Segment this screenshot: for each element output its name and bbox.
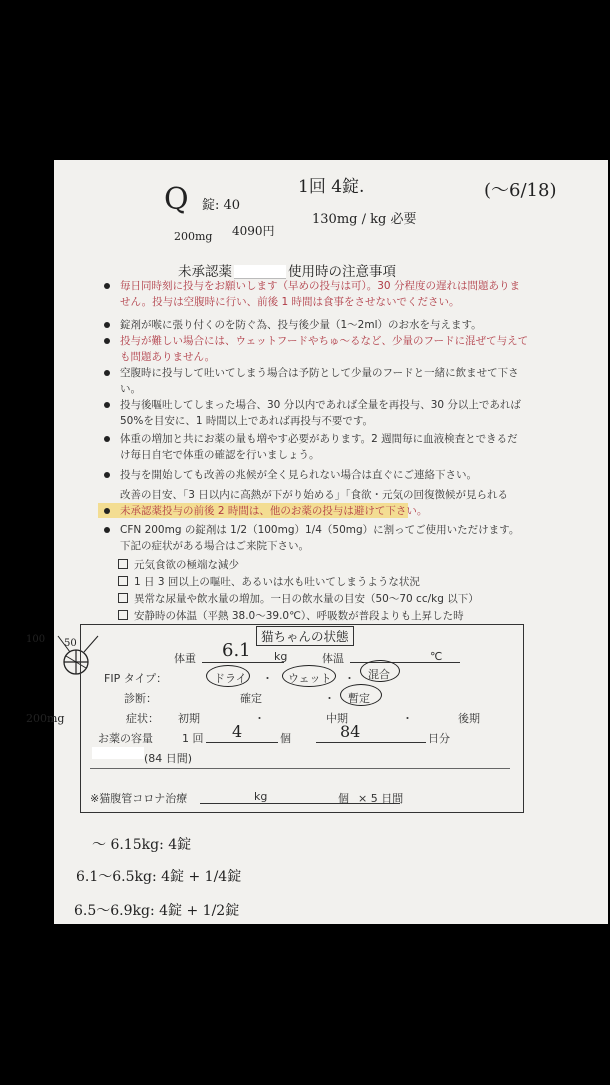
handwritten-date-range: (〜6/18) xyxy=(484,180,557,201)
temp-label: 体温 xyxy=(322,652,344,665)
symptom-item: 元気食欲の極端な減少 xyxy=(134,559,239,571)
count-unit: 個 xyxy=(280,732,291,745)
checkbox-icon xyxy=(118,559,128,569)
fip-sep-1: ・ xyxy=(262,672,273,685)
fip-option-dry: ドライ xyxy=(214,672,247,685)
bullet-mark xyxy=(104,322,110,328)
footer-kg: kg xyxy=(254,790,268,803)
stage-late: 後期 xyxy=(458,712,480,725)
diagram-label-50: 50 xyxy=(64,638,77,649)
diagnosis-sep: ・ xyxy=(324,692,335,705)
instruction-line: 体重の増加と共にお薬の量も増やす必要があります。2 週間毎に血液検査とできるだ xyxy=(120,433,518,445)
instruction-line: 下記の症状がある場合はご来院下さい。 xyxy=(120,540,309,552)
divider-line xyxy=(90,768,510,769)
fip-option-wet: ウェット xyxy=(288,672,332,685)
footer-treatment-label: ※猫腹管コロナ治療 xyxy=(90,792,188,805)
quantity-underline xyxy=(206,742,278,743)
instruction-line: 空腹時に投与して吐いてしまう場合は予防として少量のフードと一緒に飲ませて下さ xyxy=(120,367,519,379)
circled-mixed-mark xyxy=(360,660,400,682)
handwritten-dose: 200mg xyxy=(174,230,213,243)
symptom-item: 異常な尿量や飲水量の増加。一日の飲水量の目安（50〜70 cc/kg 以下） xyxy=(134,593,479,605)
instruction-line: 毎日同時刻に投与をお願いします（早めの投与は可）。30 分程度の遅れは問題ありま xyxy=(120,280,520,292)
bullet-mark xyxy=(104,436,110,442)
per-dose-label: 1 回 xyxy=(182,732,204,745)
bullet-mark xyxy=(104,472,110,478)
instruction-line: 50%を目安に、1 時間以上であれば再投与不要です。 xyxy=(120,415,374,427)
status-title: 猫ちゃんの状態 xyxy=(256,626,354,646)
diagnosis-label: 診断： xyxy=(124,692,157,705)
symptom-item: 安静時の体温（平熱 38.0〜39.0℃）、呼吸数が普段よりも上昇した時 xyxy=(134,610,464,622)
circled-dry-mark xyxy=(206,665,250,687)
stage-sep-1: ・ xyxy=(254,712,265,725)
stage-early: 初期 xyxy=(178,712,200,725)
handwritten-one-dose: 1回 4錠. xyxy=(298,177,365,197)
days-unit: 日分 xyxy=(428,732,450,745)
weight-label: 体重 xyxy=(174,652,196,665)
instruction-line: 改善の目安、「3 日以内に高熱が下がり始める」「食欲・元気の回復徴候が見られる xyxy=(120,489,509,501)
symptom-stage-label: 症状： xyxy=(126,712,159,725)
redaction-box xyxy=(234,265,286,279)
bullet-mark xyxy=(104,283,110,289)
bullet-mark xyxy=(104,402,110,408)
footer-days: × 5 日間 xyxy=(358,792,404,805)
symptom-item: 1 日 3 回以上の嘔吐、あるいは水も吐いてしまうような状況 xyxy=(134,576,420,588)
instruction-line: 投与後嘔吐してしまった場合、30 分以内であれば全量を再投与、30 分以上であれば xyxy=(120,399,521,411)
stage-middle: 中期 xyxy=(326,712,348,725)
circled-provisional-mark xyxy=(340,684,382,706)
instruction-line: せん。投与は空腹時に行い、前後 1 時間は食事をさせないでください。 xyxy=(120,296,460,308)
dosage-label: お薬の容量 xyxy=(98,732,153,745)
weight-underline xyxy=(202,662,284,663)
instruction-line: 投与を開始しても改善の兆候が全く見られない場合は直ぐにご連絡下さい。 xyxy=(120,469,477,481)
course-days: (84 日間) xyxy=(144,752,193,765)
circled-wet-mark xyxy=(282,665,336,687)
checkbox-icon xyxy=(118,610,128,620)
diagram-label-200: 200mg xyxy=(26,712,65,725)
quantity-value: 4 xyxy=(232,722,243,741)
handwritten-q: Q xyxy=(164,182,189,217)
days-underline xyxy=(316,742,426,743)
instruction-line: CFN 200mg の錠剤は 1/2（100mg）1/4（50mg）に割ってご使用いただけます。 xyxy=(120,524,520,536)
handwritten-price: 4090円 xyxy=(232,224,275,238)
diagram-label-100: 100 xyxy=(26,634,46,645)
days-value: 84 xyxy=(340,722,361,741)
diagnosis-confirmed: 確定 xyxy=(240,692,262,705)
document-sheet xyxy=(26,160,608,924)
stage-sep-2: ・ xyxy=(402,712,413,725)
instruction-line: い。 xyxy=(120,383,141,395)
checkbox-icon xyxy=(118,576,128,586)
dosage-rule-2: 6.1〜6.5kg: 4錠 + 1/4錠 xyxy=(76,869,242,885)
bullet-mark xyxy=(104,508,110,514)
fip-option-mixed: 混合 xyxy=(368,668,390,681)
handwritten-count: 錠: 40 xyxy=(202,198,241,213)
instruction-line: 投与が難しい場合には、ウェットフードやちゅ～るなど、少量のフードに混ぜて与えて xyxy=(120,335,529,347)
instruction-line: け毎日自宅で体重の確認を行いましょう。 xyxy=(120,449,320,461)
bullet-mark xyxy=(104,527,110,533)
bullet-mark xyxy=(104,370,110,376)
instruction-line: も問題ありません。 xyxy=(120,351,216,363)
dosage-rule-3: 6.5〜6.9kg: 4錠 + 1/2錠 xyxy=(74,903,240,919)
handwritten-requirement: 130mg / kg 必要 xyxy=(312,212,417,227)
weight-value: 6.1 xyxy=(222,640,251,661)
weight-unit: kg xyxy=(274,650,288,663)
fip-type-label: FIP タイプ： xyxy=(104,672,168,685)
temp-unit: ℃ xyxy=(430,650,443,663)
instruction-line: 錠剤が喉に張り付くのを防ぐ為、投与後少量（1〜2ml）のお水を与えます。 xyxy=(120,319,482,331)
footer-count: 個 xyxy=(338,792,349,805)
dosage-rule-1: 〜 6.15kg: 4錠 xyxy=(92,837,192,853)
bullet-mark xyxy=(104,338,110,344)
checkbox-icon xyxy=(118,593,128,603)
fip-sep-2: ・ xyxy=(344,672,355,685)
document-title: 未承認薬 使用時の注意事項 xyxy=(178,264,396,280)
diagnosis-provisional: 暫定 xyxy=(348,692,370,705)
instruction-line: 未承認薬投与の前後 2 時間は、他のお薬の投与は避けて下さい。 xyxy=(120,505,428,517)
redaction-box-2 xyxy=(92,747,144,759)
